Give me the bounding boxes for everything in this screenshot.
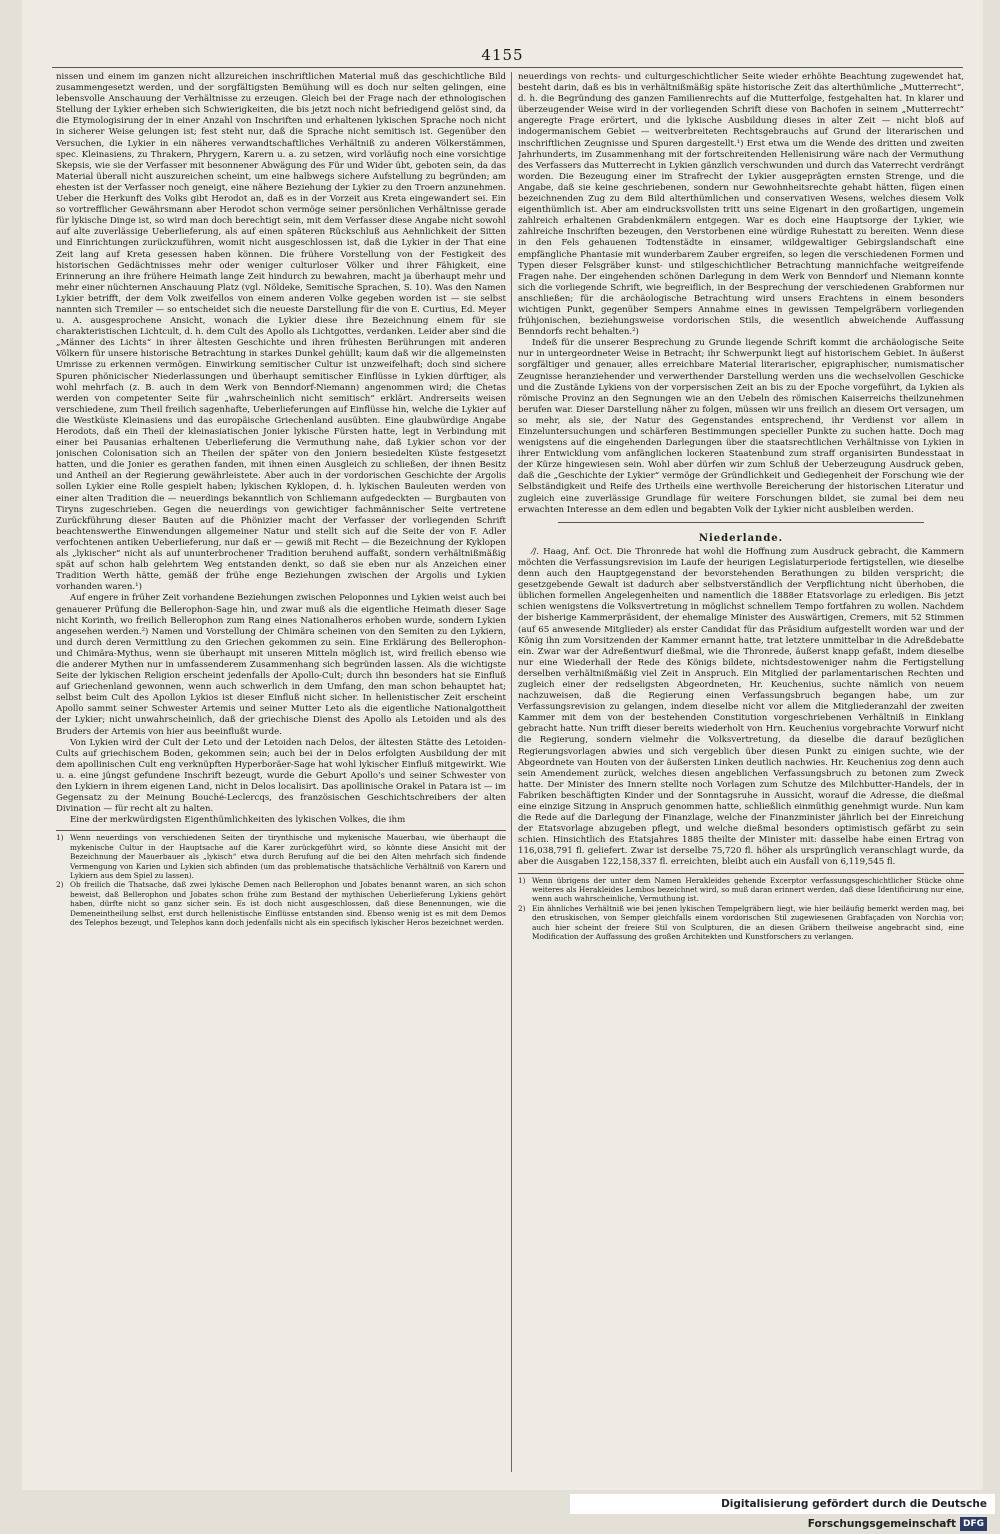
dfg-banner[interactable] <box>570 1494 995 1530</box>
left-footnotes <box>56 830 506 927</box>
footnote-mark: 2) <box>518 903 526 913</box>
footnote-mark: 1) <box>56 833 64 843</box>
right-column <box>518 72 964 1482</box>
right-footnote-2 <box>518 904 964 942</box>
left-column <box>56 72 506 1482</box>
header-rule <box>52 67 963 68</box>
footnote-text: Wenn übrigens der unter dem Namen Herakleides gehende Excerptor verfassungsgeschichtlicher Stücke ohne weiteres als Herakleides Lembos bezeichnet wird, so muß daran erinnert werden, daß diese Identificirung nur eine, wenn auch wahrscheinliche, Vermuthung ist. <box>532 875 964 904</box>
section-title: Niederlande. <box>698 532 784 544</box>
section-rule <box>558 522 924 523</box>
left-footnote-1 <box>56 833 506 880</box>
footnote-mark: 2) <box>56 880 64 890</box>
right-paragraph-2: Indeß für die unserer Besprechung zu Grunde liegende Schrift kommt die archäologische Seite nur in untergeordneter Weise in Betracht; ihr Schwerpunkt liegt auf historischem Gebiet. In äußerst sorgfältiger und genauer, alles erreichbare Material literarischer, epigraphischer, numismatischer Zeugnisse heranziehender und verwerthender Darstellung werden uns die wechselvollen Geschicke und die Zustände Lykiens von der vorpersischen Zeit an bis zu der Epoche vorgeführt, da Lykien als römische Provinz an den Segnungen wie an den Uebeln des römischen Kaiserreichs theilzunehmen berufen war. Dieser Darstellung näher zu folgen, müssen wir uns freilich an diesem Ort versagen, um so mehr, als sie, der Natur des Gegenstandes entsprechend, ihr Verdienst vor allem in Einzeluntersuchungen und schärferen Bestimmungen specieller Punkte zu suchen hatte. Doch mag wenigstens auf die eingehenden Darlegungen über die staatsrechtlichen Verhältnisse von Lykien in ihrer Entwicklung vom anfänglichen lockeren Staatenbund zum straff organisirten Bundesstaat in der Kürze hingewiesen sein. Wohl aber dürfen wir zum Schluß der Ueberzeugung Ausdruck geben, daß die „Geschichte der Lykier“ vermöge der Gründlichkeit und Gediegenheit der Forschung wie der Selbständigkeit und Reife des Urtheils eine werthvolle Bereicherung der historischen Literatur und zugleich eine zuverlässige Grundlage für weitere Forschungen bildet, sie zumal bei dem neu erwachten Interesse an dem edlen und begabten Volk der Lykier nicht ausbleiben werden. <box>518 338 964 515</box>
footnote-text: Wenn neuerdings von verschiedenen Seiten der tirynthische und mykenische Mauerbau, wie überhaupt die mykenische Cultur in der Hauptsache auf die Karer zurückgeführt wird, so könnte diese Ansicht mit der Bezeichnung der Mauerbauer als „lykisch“ etwa durch Berufung auf die bei den Alten mehrfach sich findende Vermengung von Karien und Lykien sich abfinden (um das problematische thatsächliche Verhältniß von Karern und Lykiern aus dem Spiel zu lassen). <box>70 833 506 880</box>
banner-text: Digitalisierung gefördert durch die Deutsche Forschungsgemeinschaft <box>721 1498 987 1530</box>
footnote-mark: 1) <box>518 875 526 885</box>
column-separator <box>511 72 512 1472</box>
left-paragraph-4: Eine der merkwürdigsten Eigenthümlichkeiten des lykischen Volkes, die ihm <box>70 815 406 826</box>
newspaper-page <box>22 0 983 1490</box>
footnote-text: Ein ähnliches Verhältniß wie bei jenen lykischen Tempelgräbern liegt, wie hier beiläufig bemerkt werden mag, bei den etruskischen, von Semper gleichfalls einem vordorischen Stil zugewiesenen Grabfaçaden von Norchia vor; auch hier scheint der freiere Stil von Sculpturen, die an diesen Gräbern theilweise angebracht sind, eine Modification der Auffassung des großen Architekten und Kunstforschers zu verlangen. <box>532 903 964 941</box>
left-paragraph-2: Auf engere in früher Zeit vorhandene Beziehungen zwischen Peloponnes und Lykien weist auch bei genauerer Prüfung die Bellerophon-Sage hin, und zwar muß als die eigentliche Heimath dieser Sage nicht Korinth, wo freilich Bellerophon zum Rang eines Nationalheros erhoben wurde, sondern Lykien angesehen werden.²) Namen und Vorstellung der Chimära scheinen von den Semiten zu den Lykiern, und durch deren Vermittlung zu den Griechen gekommen zu sein. Eine Erklärung des Bellerophon- und Chimära-Mythus, wenn sie überhaupt mit unseren Mitteln möglich ist, wird freilich ebenso wie die anderer Mythen nur in umfassenderem Zusammenhang sich begründen lassen. Als die wichtigste Seite der lykischen Religion erscheint jedenfalls der Apollo-Cult; durch ihn besonders hat sie Einfluß auf Griechenland gewonnen, wenn auch schwerlich in dem Umfang, den man schon behauptet hat; selbst beim Cult des Apollon Lykios ist dieser Einfluß nicht sicher. In hellenistischer Zeit erscheint Apollo sammt seiner Schwester Artemis und seiner Mutter Leto als die eigentliche Nationalgottheit der Lykier; nicht unwahrscheinlich, daß der griechische Dienst des Apollo als Letoiden und als des Bruders der Artemis von hier aus beeinflußt wurde. <box>56 593 506 737</box>
page-number: 4155 <box>481 46 524 64</box>
news-paragraph-1: ⁄/. Haag, Anf. Oct. Die Thronrede hat wohl die Hoffnung zum Ausdruck gebracht, die Kammern möchten die Verfassungsrevision im Laufe der heurigen Legislaturperiode fertigstellen, wie dieselbe denn auch den Hauptgegenstand der bevorstehenden Berathungen zu bilden verspricht; die gesetzgebende Gewalt ist dadurch aber selbstverständlich der Verpflichtung nicht überhoben, die üblichen formellen Angelegenheiten und namentlich die 1888er Etatsvorlage zu erledigen. Bis jetzt schien wenigstens die Volksvertretung in möglichst schnellem Tempo fortfahren zu wollen. Nachdem der bisherige Kammerpräsident, der ehemalige Minister des Auswärtigen, Cremers, mit 52 Stimmen (auf 65 anwesende Mitglieder) als erster Candidat für das Präsidium aufgestellt worden war und der König ihn zum Vorsitzenden der Kammer ernannt hatte, trat letztere unmittelbar in die Adreßdebatte ein. Zwar war der Adreßentwurf dießmal, wie die Thronrede, äußerst knapp gefaßt, indem dieselbe nur eine Wiederhall der Rede des Königs bildete, nichtsdestoweniger nahm die Fertigstellung derselben verhältnißmäßig viel Zeit in Anspruch. Ein Mitglied der parlamentarischen Rechten und zugleich einer der redseligsten Abgeordneten, Hr. Keuchenius, suchte nämlich von neuem nachzuweisen, daß die Regierung einen Verfassungsbruch begangen habe, um zur Verfassungsrevision zu gelangen, indem dieselbe nicht vor allem die Mitgliederanzahl der zweiten Kammer mit dem von der bestehenden Constitution vorgeschriebenen Verhältniß in Einklang gebracht hatte. Nun trifft dieser bereits wiederholt von Hrn. Keuchenius vorgebrachte Vorwurf nicht die Regierung, sondern vielmehr die Volksvertretung, da dieselbe die darauf bezüglichen Regierungsvorlagen abwies und sich vergeblich über diesen Punkt zu einigen suchte, wie der Abgeordnete van Houten von der äußersten Linken deutlich nachwies. Hr. Keuchenius zog denn auch sein Amendement zurück, welches diesen angeblichen Verfassungsbruch zu betonen zum Zweck hatte. Der Minister des Innern stellte noch Vorlagen zum Schutze des Milchbutter-Handels, der in Fabriken beschäftigten Kinder und der Sonntagsruhe in Aussicht, worauf die Adresse, die dießmal eine einzige Sitzung in Anspruch genommen hatte, schließlich einmüthig genehmigt wurde. Nun kam die Rede auf die Darlegung der Finanzlage, welche der Finanzminister jährlich bei der Einreichung der Etatsvorlage abzugeben pflegt, und welche dießmal besonders optimistisch gefärbt zu sein schien. Hinsichtlich des Etatsjahres 1885 theilte der Minister mit: dasselbe habe einen Ertrag von 116,038,791 fl. geliefert. Zwar ist derselbe 75,720 fl. höher als ursprünglich veranschlagt wurde, da aber die Ausgaben 122,158,337 fl. erreichten, bleibt auch ein Ausfall von 6,119,545 fl. <box>518 546 964 868</box>
right-paragraph-1: neuerdings von rechts- und culturgeschichtlicher Seite wieder erhöhte Beachtung zugewendet hat, besteht darin, daß es bis in verhältnißmäßig späte historische Zeit das alterthümliche „Mutterrecht“, d. h. die Begründung des ganzen Familienrechts auf die Mutterfolge, festgehalten hat. In klarer und überzeugender Weise wird in der vorliegenden Schrift diese von Bachofen in seinem „Mutterrecht“ angeregte Frage erörtert, und die lykische Ausbildung dieses in alter Zeit — nicht bloß auf indogermanischem Gebiet — weitverbreiteten Rechtsgebrauchs auf Grund der literarischen und inschriftlichen Zeugnisse und Spuren dargestellt.¹) Erst etwa um die Wende des dritten und zweiten Jahrhunderts, im Zusammenhang mit der fortschreitenden Hellenisirung wäre nach der Vermuthung des Verfassers das Mutterrecht in Lykien gänzlich verschwunden und durch das Vaterrecht verdrängt worden. Die Bezeugung einer im Strafrecht der Lykier ausgeprägten ernsten Strenge, und die Angabe, daß sie keine geschriebenen, sondern nur Gewohnheitsrechte gehabt hätten, fügen einen bezeichnenden Zug zu dem Bild alterthümlichen und conservativen Wesens, welches diesem Volk eigenthümlich ist. Aber am eindrucksvollsten tritt uns seine Eigenart in den großartigen, ungemein zahlreich erhaltenen Grabdenkmälern entgegen. War es doch eine Hauptsorge der Lykier, wie zahlreiche Inschriften bezeugen, den Verstorbenen eine würdige Ruhestatt zu bereiten. Wenn diese in den Fels gehauenen Todtenstädte in einsamer, wildgewaltiger Gebirgslandschaft eine empfängliche Phantasie mit wunderbarem Zauber ergreifen, so legen die verschiedenen Formen und Typen dieser Felsgräber kunst- und stilgeschichtlicher Betrachtung mannichfache weitgreifende Fragen nahe. Der eingehenden schönen Darlegung in dem Werk von Benndorf und Niemann konnte sich die vorliegende Schrift, wie begreiflich, in der Besprechung der verschiedenen Grabformen nur anschließen; für die archäologische Betrachtung wird unsers Erachtens in einem besonders wichtigen Punkt, gegenüber Sempers Annahme eines in gewissen Tempelgräbern vorliegenden frühjonischen, beziehungsweise vordorischen Stils, die wesentlich abweichende Auffassung Benndorfs recht behalten.²) <box>518 72 964 338</box>
left-footnote-2 <box>56 880 506 927</box>
right-footnotes <box>518 873 964 942</box>
right-footnote-1 <box>518 876 964 904</box>
dfg-logo-icon: DFG <box>960 1517 987 1531</box>
left-paragraph-3: Von Lykien wird der Cult der Leto und der Letoiden nach Delos, der ältesten Stätte des Letoiden-Cults auf griechischem Boden, gekommen sein; auch bei der in Delos erfolgten Ausbildung der mit dem apollinischen Cult eng verknüpften Hyperboräer-Sage hat wohl lykischer Einfluß mitgewirkt. Wie u. a. eine jüngst gefundene Inschrift bezeugt, wurde die Geburt Apollo's und seiner Schwester von den Lykiern in ihrem eigenen Land, nicht in Delos localisirt. Das apollinische Orakel in Patara ist — im Gegensatz zu der Meinung Bouché-Leclercqs, des französischen Geschichtschreibers der alten Divination — für recht alt zu halten. <box>56 737 506 815</box>
footnote-text: Ob freilich die Thatsache, daß zwei lykische Demen nach Bellerophon und Jobates benannt waren, an sich schon beweist, daß Bellerophon und Jobates schon frühe zum Bestand der mythischen Ueberlieferung Lykiens gehört haben, dürfte nicht so ganz sicher sein. Es ist doch nicht ausgeschlossen, daß diese Benennungen, wie die Demeneintheilung selbst, erst durch hellenistische Einflüsse entstanden sind. Ebenso wenig ist es mit dem Demos des Telephos bezeugt, und Telephos kann doch jedenfalls nicht als ein specifisch lykischer Heros bezeichnet werden. <box>70 880 506 928</box>
left-paragraph-1: nissen und einem im ganzen nicht allzureichen inschriftlichen Material muß das geschichtliche Bild zusammengesetzt werden, und der sorgfältigsten Bemühung will es doch nur selten gelingen, eine lebensvolle Anschauung der Verhältnisse zu erzeugen. Gleich bei der Frage nach der ethnologischen Stellung der Lykier erheben sich Schwierigkeiten, die bis jetzt noch nicht befriedigend gelöst sind, da die Etymologisirung der in einer Anzahl von Inschriften und erhaltenen lykischen Sprache noch nicht in sicherer Weise gelungen ist; fest steht nur, daß die Sprache nicht semitisch ist. Gegenüber den Versuchen, die Lykier in ein näheres verwandtschaftliches Verhältniß zu anderen Völkerstämmen, spec. Kleinasiens, zu Thrakern, Phrygern, Karern u. a. zu setzen, wird vorläufig noch eine vorsichtige Skepsis, wie sie der Verfasser mit besonnener Abwägung des Für und Wider übt, geboten sein, da das Material überall nicht auszureichen scheint, um eine halbwegs sichere Aufstellung zu begründen; am ehesten ist der Verfasser noch geneigt, eine nähere Beziehung der Lykier zu den Troern anzunehmen. Ueber die Herkunft des Volks gibt Herodot an, daß es in der Vorzeit aus Kreta eingewandert sei. Ein so vortrefflicher Gewährsmann aber Herodot schon vermöge seiner persönlichen Verhältnisse gerade für lykische Dinge ist, so wird man doch berechtigt sein, mit dem Verfasser diese Angabe nicht sowohl auf alte zuverlässige Ueberlieferung, als auf einen späteren Rückschluß aus Aehnlichkeit der Sitten und Einrichtungen zurückzuführen, womit nicht ausgeschlossen ist, daß die Lykier in der That eine Zeit lang auf Kreta gesessen haben können. Die frühere Vorstellung von der Festigkeit des historischen Gedächtnisses mehr oder weniger culturloser Völker und ihrer Fähigkeit, eine Erinnerung an ihre frühere Heimath lange Zeit hindurch zu bewahren, macht ja überhaupt mehr und mehr einer nüchternen Anschauung Platz (vgl. Nöldeke, Semitische Sprachen, S. 10). Was den Namen Lykier betrifft, der dem Volk zweifellos von einem anderen Volke gegeben worden ist — sie selbst nannten sich Tremiler — so entscheidet sich die neueste Darstellung für die von E. Curtius, Ed. Meyer u. A. ausgesprochene Ansicht, wonach die Lykier diese ihre Bezeichnung einem für sie charakteristischen Lichtcult, d. h. dem Cult des Apollo als Lichtgottes, verdanken. Leider aber sind die „Männer des Lichts“ in ihrer ältesten Geschichte und ihren frühesten Berührungen mit anderen Völkern für unsere historische Betrachtung in starkes Dunkel gehüllt; kaum daß wir die allgemeinsten Umrisse zu erkennen vermögen. Einwirkung semitischer Cultur ist unzweifelhaft; doch sind sichere Spuren phönicischer Niederlassungen und überhaupt semitischer Einflüsse in Lykien dürftiger, als wohl mehrfach (z. B. auch in dem Werk von Benndorf-Niemann) angenommen wird; die Chetas werden von competenter Seite für „wahrscheinlich nicht semitisch“ erklärt. Andrerseits weisen verschiedene, zum Theil freilich sagenhafte, Ueberlieferungen auf Einflüsse hin, welche die Lykier auf die Westküste Kleinasiens und das europäische Griechenland ausübten. Eine glaubwürdige Angabe Herodots, daß ein Theil der kleinasiatischen Jonier lykische Fürsten hatte, legt in Verbindung mit einer bei Pausanias erhaltenen Ueberlieferung die Vermuthung nahe, daß Lykier schon vor der jonischen Colonisation sich an Theilen der später von den Joniern besiedelten Küste festgesetzt hatten, und die Jonier es gerathen fanden, mit ihnen einen Ausgleich zu schließen, der ihnen Besitz und Antheil an der Regierung gewährleistete. Aber auch in der vordorischen Geschichte der Argolis sollen Lykier eine Rolle gespielt haben; lykischen Kyklopen, d. h. lykischen Bauleuten werden von einer alten Tradition die — neuerdings bekanntlich von Schliemann aufgedeckten — Burgbauten von Tiryns zugeschrieben. Gegen die neuerdings von gewichtiger fachmännischer Seite vertretene Zurückführung dieser Bauten auf die Phönizier macht der Verfasser der vorliegenden Schrift beachtenswerthe Einwendungen allgemeiner Natur und stellt sich auf die Seite der von F. Adler verfochtenen antiken Ueberlieferung, nur daß er — gewiß mit Recht — die Bezeichnung der Kyklopen als „lykischer“ nicht als auf ununterbrochener Tradition beruhend auffaßt, sondern verhältnißmäßig spät auf schon halb gelehrtem Weg entstanden denkt, so daß sie eben nur als Anzeichen einer Tradition Werth hätte, gemäß der frühe enge Beziehungen zwischen der Argolis und Lykien vorhanden waren.¹) <box>56 72 506 593</box>
